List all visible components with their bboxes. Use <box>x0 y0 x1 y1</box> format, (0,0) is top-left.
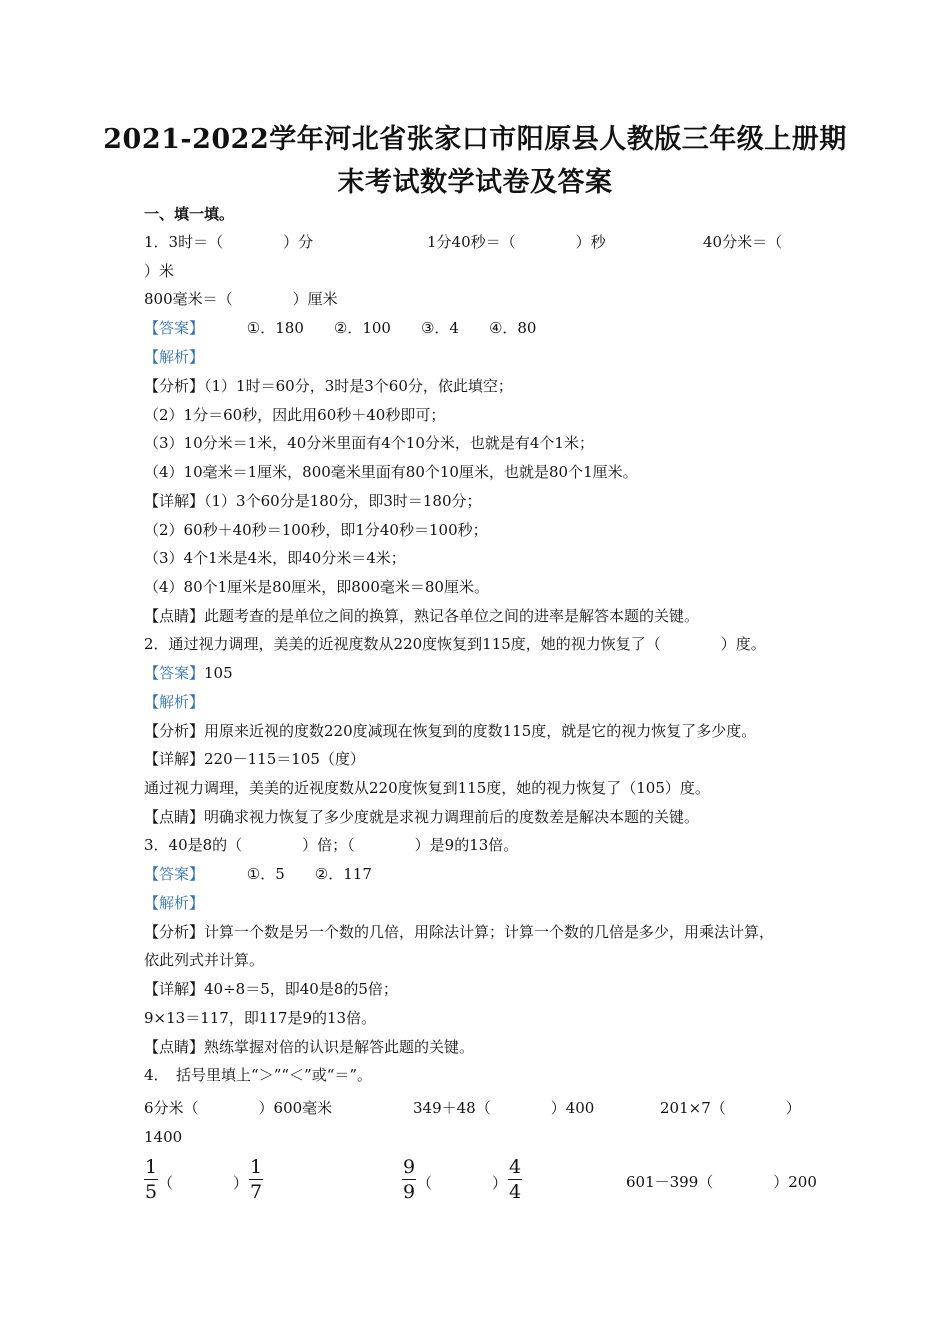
q3-answer <box>144 864 372 884</box>
q1-dianjing: 【点睛】此题考查的是单位之间的换算，熟记各单位之间的进率是解答本题的关键。 <box>144 607 700 625</box>
document-title-line2: 末考试数学试卷及答案 <box>337 167 613 198</box>
answer-tag: 【答案】 <box>144 664 205 682</box>
numerator: 1 <box>249 1156 263 1178</box>
q2-xiangjie: 【详解】220－115＝105（度） <box>144 750 365 768</box>
denominator: 7 <box>249 1181 263 1203</box>
q3-fenxi-1: 【分析】计算一个数是另一个数的几倍，用除法计算；计算一个数的几倍是多少，用乘法计算， <box>144 923 775 941</box>
answer-text: ①．5 ②．117 <box>246 865 372 883</box>
q1-fenxi-2: （2）1分＝60秒，因此用60秒＋40秒即可； <box>144 406 446 424</box>
q1-answer <box>144 318 536 338</box>
q4-part-a: 6分米（ ）600毫米 <box>144 1099 333 1117</box>
q1-part-d: 800毫米＝（ ）厘米 <box>144 290 338 308</box>
q1-part-c: 40分米＝（ <box>703 233 783 251</box>
answer-text: ①．180 ②．100 ③．4 ④．80 <box>246 319 537 337</box>
section-heading: 一、填一填。 <box>144 205 235 223</box>
numerator: 1 <box>144 1156 158 1178</box>
q4-part-c: 201×7（ ） <box>660 1099 801 1117</box>
fraction-bar <box>249 1179 263 1180</box>
denominator: 4 <box>508 1181 522 1203</box>
q3-dianjing: 【点睛】熟练掌握对倍的认识是解答此题的关键。 <box>144 1038 475 1056</box>
q1-part-c-tail: ）米 <box>144 262 175 280</box>
q3-xiangjie-1: 【详解】40÷8＝5，即40是8的5倍； <box>144 980 398 998</box>
fenxi-tag: 【分析】 <box>144 377 205 395</box>
q1-xiangjie-4: （4）80个1厘米是80厘米，即800毫米＝80厘米。 <box>144 578 489 596</box>
q1-xiangjie-2: （2）60秒＋40秒＝100秒，即1分40秒＝100秒； <box>144 521 488 539</box>
q4-part-c-tail: 1400 <box>144 1128 183 1146</box>
q1-xiangjie-3: （3）4个1米是4米，即40分米＝4米； <box>144 549 406 567</box>
denominator: 9 <box>402 1181 416 1203</box>
q1-xiangjie-1 <box>144 491 482 511</box>
q3-xiangjie-2: 9×13＝117，即117是9的13倍。 <box>144 1009 377 1027</box>
fraction-4-4 <box>508 1156 522 1203</box>
denominator: 5 <box>144 1181 158 1203</box>
q3-stem: 3．40是8的（ ）倍；（ ）是9的13倍。 <box>144 836 519 854</box>
q2-stem: 2．通过视力调理，美美的近视度数从220度恢复到115度，她的视力恢复了（ ）度。 <box>144 635 766 653</box>
fraction-1-7 <box>249 1156 263 1203</box>
answer-paren: （ ） <box>158 1174 249 1192</box>
xiangjie-tag: 【详解】 <box>144 492 205 510</box>
answer-tag: 【答案】 <box>144 319 205 337</box>
q1-fenxi-3: （3）10分米＝1米，40分米里面有4个10分米，也就是有4个1米； <box>144 434 594 452</box>
q2-jiexi-tag: 【解析】 <box>144 693 205 711</box>
fraction-bar <box>508 1179 522 1180</box>
q2-xiangjie-2: 通过视力调理，美美的近视度数从220度恢复到115度，她的视力恢复了（105）度。 <box>144 779 710 797</box>
fraction-9-9 <box>402 1156 416 1203</box>
q1-fenxi-4: （4）10毫米＝1厘米，800毫米里面有80个10厘米，也就是80个1厘米。 <box>144 463 638 481</box>
fenxi-text: （1）1时＝60分，3时是3个60分，依此填空； <box>204 377 513 395</box>
fraction-1-5 <box>144 1156 158 1203</box>
q2-answer <box>144 663 233 683</box>
answer-paren: （ ） <box>417 1174 508 1192</box>
q1-fenxi-1 <box>144 376 513 396</box>
q3-fenxi-2: 依此列式并计算。 <box>144 951 265 969</box>
q1-part-a: 1．3时＝（ ）分 <box>144 233 314 251</box>
q4-part-d: 601－399（ ）200 <box>626 1173 817 1191</box>
answer-text: 105 <box>204 664 233 682</box>
xiangjie-text: （1）3个60分是180分，即3时＝180分； <box>204 492 482 510</box>
q4-part-b: 349＋48（ ）400 <box>413 1099 595 1117</box>
q2-dianjing: 【点睛】明确求视力恢复了多少度就是求视力调理前后的度数差是解决本题的关键。 <box>144 808 700 826</box>
answer-tag: 【答案】 <box>144 865 205 883</box>
document-title-line1: 2021-2022学年河北省张家口市阳原县人教版三年级上册期 <box>103 124 847 155</box>
q1-jiexi-tag: 【解析】 <box>144 348 205 366</box>
q1-part-b: 1分40秒＝（ ）秒 <box>427 233 606 251</box>
q2-fenxi: 【分析】用原来近视的度数220度减现在恢复到的度数115度，就是它的视力恢复了多少度。 <box>144 722 757 740</box>
q4-stem: 4． 括号里填上“＞”“＜”或“＝”。 <box>144 1066 373 1084</box>
fraction-bar <box>144 1179 158 1180</box>
q3-jiexi-tag: 【解析】 <box>144 894 205 912</box>
fraction-bar <box>402 1179 416 1180</box>
numerator: 4 <box>508 1156 522 1178</box>
numerator: 9 <box>402 1156 416 1178</box>
